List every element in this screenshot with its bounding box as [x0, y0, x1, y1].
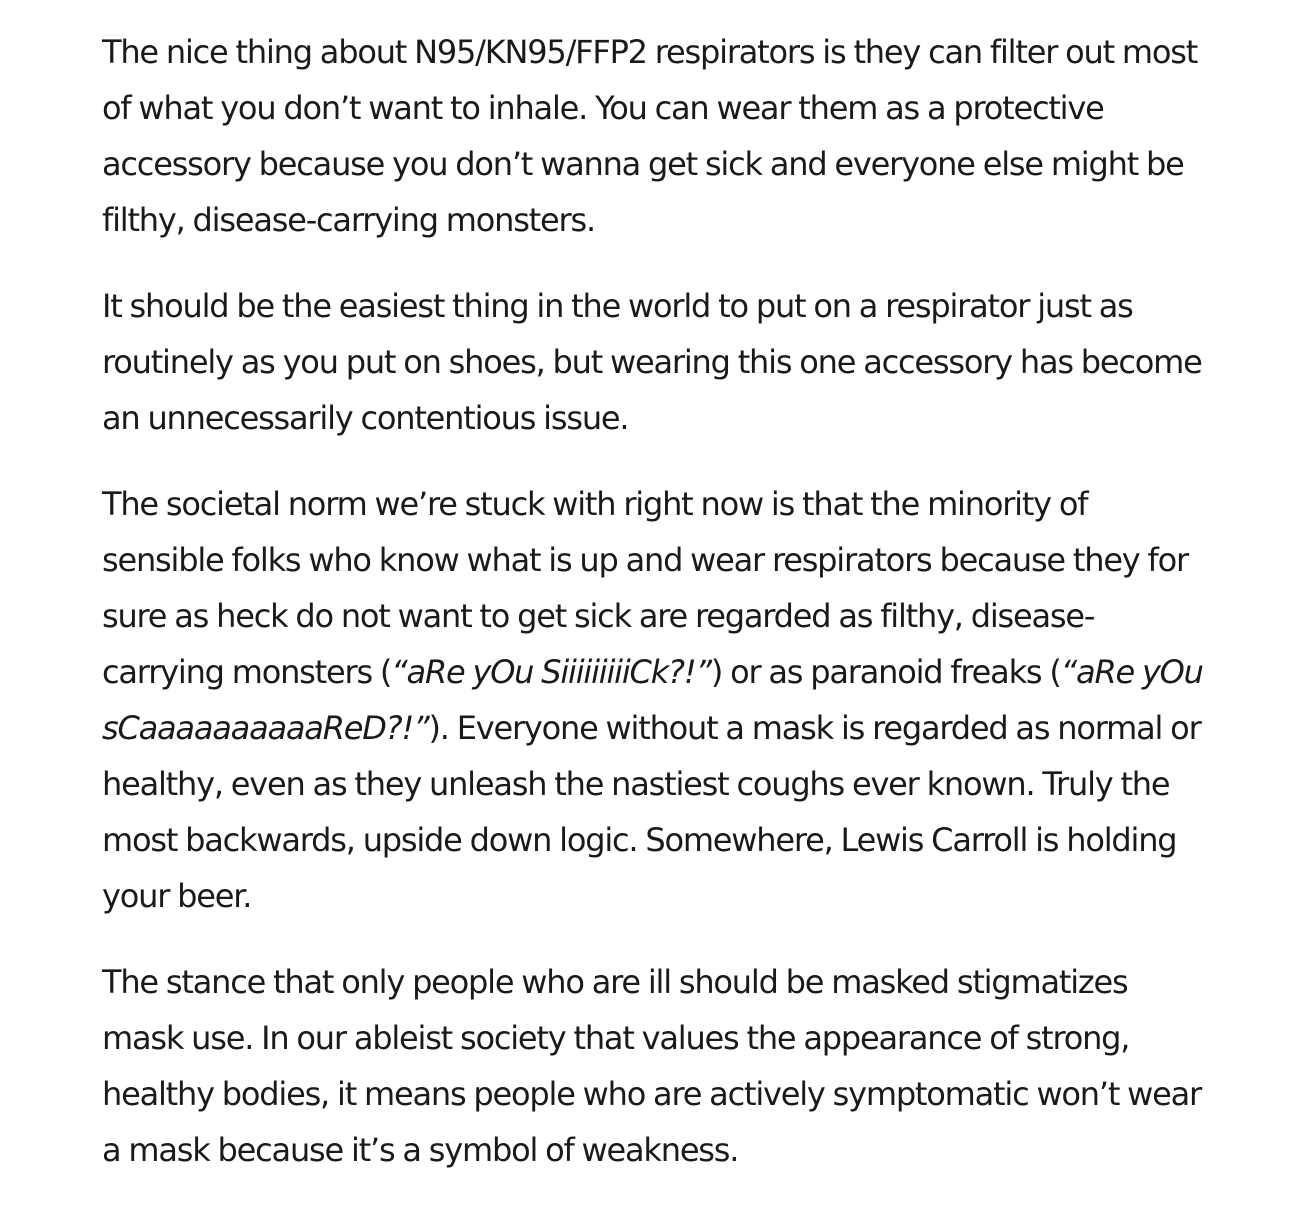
paragraph-3-text-c: ). Everyone without a mask is regarded as normal or healthy, even as they unleash the nastiest coughs ever known. Truly the most backwards, upside down logic. Somewhere, Lewis Carroll is holding your beer.	[102, 709, 1201, 915]
paragraph-3-text-b: ) or as paranoid freaks (	[710, 653, 1061, 691]
article-body	[102, 24, 1212, 1208]
paragraph-2: It should be the easiest thing in the world to put on a respirator just as routinely as you put on shoes, but wearing this one accessory has become an unnecessarily contentious issue.	[102, 287, 1202, 437]
paragraph-3-text-a: The societal norm we’re stuck with right now is that the minority of sensible folks who know what is up and wear respirators because they for sure as heck do not want to get sick are regarded as filthy, disease-carrying monsters (	[102, 485, 1188, 691]
paragraph-4: The stance that only people who are ill should be masked stigmatizes mask use. In our ableist society that values the appearance of strong, healthy bodies, it means people who are actively symptomatic won’t wear a mask because it’s a symbol of weakness.	[102, 963, 1201, 1169]
scared-quote: “aRe yOu sCaaaaaaaaaaReD?!”	[102, 653, 1203, 747]
paragraph-3	[102, 476, 1212, 924]
paragraph-1: The nice thing about N95/KN95/FFP2 respirators is they can filter out most of what you don’t want to inhale. You can wear them as a protective accessory because you don’t wanna get sick and everyone else might be filthy, disease-carrying monsters.	[102, 33, 1198, 239]
sick-quote: “aRe yOu SiiiiiiiiiCk?!”	[391, 653, 711, 691]
